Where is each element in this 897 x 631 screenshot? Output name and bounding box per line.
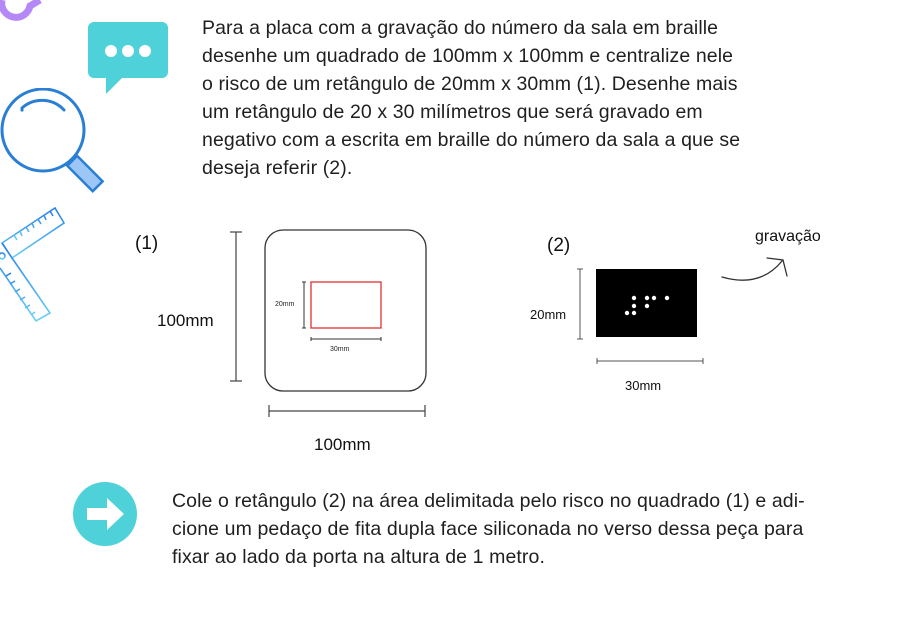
chat-bubble-icon — [86, 22, 170, 94]
instruction-line: cione um pedaço de fita dupla face siliconada no verso dessa peça para — [172, 518, 804, 540]
figure2-width-label: 30mm — [625, 378, 662, 393]
figure1-height-label: 100mm — [157, 311, 214, 330]
instruction-line: Cole o retângulo (2) na área delimitada pelo risco no quadrado (1) e adi- — [172, 490, 805, 512]
intro-line: deseja referir (2). — [202, 157, 353, 179]
purple-ring-icon — [0, 0, 60, 30]
intro-line: o risco de um retângulo de 20mm x 30mm (1). Desenhe mais — [202, 73, 738, 95]
intro-line: um retângulo de 20 x 30 milímetros que será gravado em — [202, 101, 703, 123]
gravacao-annotation: gravação — [755, 228, 821, 245]
intro-line: Para a placa com a gravação do número da sala em braille — [202, 17, 719, 39]
intro-line: negativo com a escrita em braille do número da sala a que se — [202, 129, 741, 151]
arrow-right-circle-icon — [73, 482, 137, 546]
figure1-diagram — [225, 225, 435, 425]
instruction-line: fixar ao lado da porta na altura de 1 metro. — [172, 546, 545, 568]
figure1-inner-width-label: 30mm — [330, 346, 350, 353]
intro-paragraph — [202, 14, 842, 182]
figure1-label: (1) — [135, 233, 159, 254]
figure2-diagram — [570, 250, 830, 380]
magnifying-glass-icon — [0, 88, 112, 198]
figure2-label: (2) — [547, 235, 571, 256]
set-square-ruler-icon — [0, 198, 70, 328]
figure1-width-label: 100mm — [314, 435, 371, 454]
intro-line: desenhe um quadrado de 100mm x 100mm e centralize nele — [202, 45, 734, 67]
figure1-inner-height-label: 20mm — [275, 301, 295, 308]
figure2-height-label: 20mm — [530, 307, 567, 322]
instruction-paragraph — [172, 487, 892, 571]
